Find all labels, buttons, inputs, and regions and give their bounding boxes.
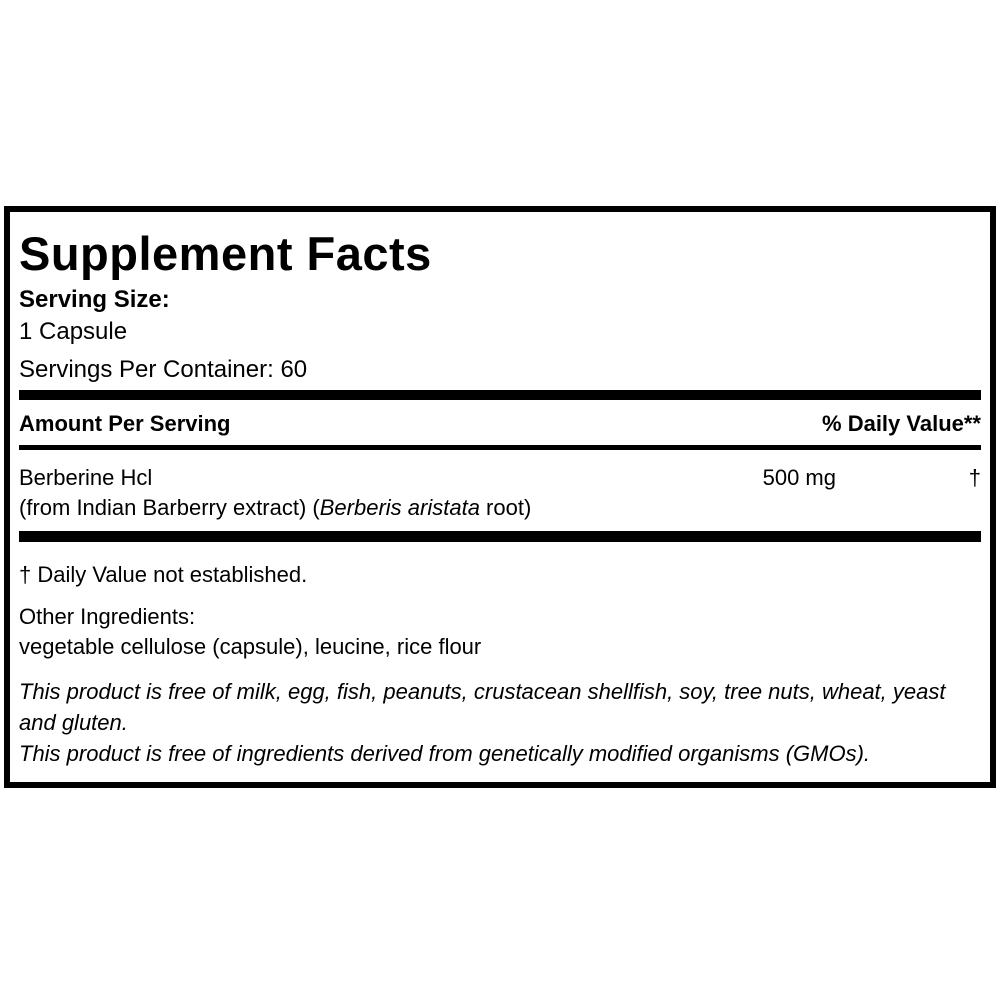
nutrient-row (19, 463, 981, 493)
servings-per-container: Servings Per Container: 60 (19, 356, 308, 383)
free-of-statements (19, 676, 981, 769)
allergen-statement: This product is free of milk, egg, fish, peanuts, crustacean shellfish, soy, tree nuts, wheat, yeast and gluten. (19, 679, 946, 735)
panel-title: Supplement Facts (19, 227, 432, 280)
nutrient-source-suffix: root) (479, 495, 532, 520)
column-header-row (19, 410, 981, 438)
other-ingredients-value: vegetable cellulose (capsule), leucine, rice flour (19, 634, 482, 659)
other-ingredients-label: Other Ingredients: (19, 604, 196, 629)
serving-size-label: Serving Size: (19, 286, 170, 313)
other-ingredients-block (19, 602, 981, 662)
divider-thick-bottom (19, 531, 981, 542)
serving-size-value: 1 Capsule (19, 318, 128, 345)
amount-per-serving-header: Amount Per Serving (19, 411, 231, 436)
daily-value-header: % Daily Value** (822, 411, 981, 436)
gmo-statement: This product is free of ingredients derived from genetically modified organisms (GMOs). (19, 741, 871, 766)
nutrient-daily-value: † (968, 465, 981, 490)
nutrient-source-detail (19, 493, 981, 523)
daily-value-footnote: † Daily Value not established. (19, 562, 308, 587)
nutrient-species-name: Berberis aristata (319, 495, 480, 520)
divider-medium (19, 445, 981, 450)
nutrient-name: Berberine Hcl (19, 465, 153, 490)
nutrient-amount: 500 mg (762, 465, 836, 490)
nutrient-source-prefix: (from Indian Barberry extract) ( (19, 495, 320, 520)
supplement-facts-panel (4, 206, 996, 788)
divider-thick-top (19, 390, 981, 400)
